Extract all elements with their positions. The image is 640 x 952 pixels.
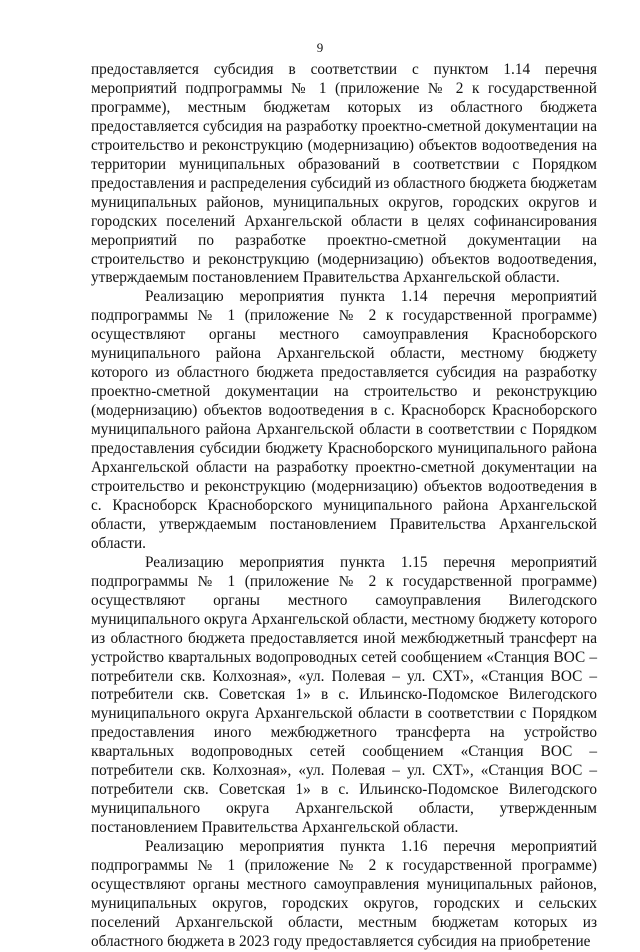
paragraph-continuation: предоставляется субсидия в соответствии с пунктом 1.14 перечня мероприятий подпрограммы № 1 (приложение № 2 к государственной программе), местным бюджетам которых из областного бюджета предоставляется субсидия на разработку проектно-сметной документации на строительство и реконструкцию (модернизацию) объектов водоотведения на территории муниципальных образований в соответствии с Порядком предоставления и распределения субсидий из областного бюджета бюджетам муниципальных районов, муниципальных округов, городских округов и городских поселений Архангельской области в целях софинансирования мероприятий по разработке проектно-сметной документации на строительство и реконструкцию (модернизацию) объектов водоотведения, утверждаемым постановлением Правительства Архангельской области. bbox=[91, 61, 597, 287]
page-number: 9 bbox=[316, 40, 324, 55]
body-text bbox=[91, 61, 597, 952]
paragraph-item-1-14: Реализацию мероприятия пункта 1.14 перечня мероприятий подпрограммы № 1 (приложение № 2 к государственной программе) осуществляют органы местного самоуправления Красноборского муниципального района Архангельской области, местному бюджету которого из областного бюджета предоставляется субсидия на разработку проектно-сметной документации на строительство и реконструкцию (модернизацию) объектов водоотведения в с. Красноборск Красноборского муниципального района Архангельской области в соответствии с Порядком предоставления субсидии бюджету Красноборского муниципального района Архангельской области на разработку проектно-сметной документации на строительство и реконструкцию (модернизацию) объектов водоотведения в с. Красноборск Красноборского муниципального района Архангельской области, утверждаемым постановлением Правительства Архангельской области. bbox=[91, 288, 597, 552]
paragraph-item-1-16: Реализацию мероприятия пункта 1.16 перечня мероприятий подпрограммы № 1 (приложение № 2 к государственной программе) осуществляют органы местного самоуправления муниципальных районов, муниципальных округов, городских округов, городских и сельских поселений Архангельской области, местным бюджетам которых из областного бюджета в 2023 году предоставляется субсидия на приобретение bbox=[91, 838, 597, 950]
paragraph-item-1-15: Реализацию мероприятия пункта 1.15 перечня мероприятий подпрограммы № 1 (приложение № 2 к государственной программе) осуществляют органы местного самоуправления Вилегодского муниципального округа Архангельской области, местному бюджету которого из областного бюджета предоставляется иной межбюджетный трансферт на устройство квартальных водопроводных сетей сообщением «Станция ВОС – потребители скв. Колхозная», «ул. Полевая – ул. СХТ», «Станция ВОС – потребители скв. Советская 1» в с. Ильинско-Подомское Вилегодского муниципального округа Архангельской области в соответствии с Порядком предоставления иного межбюджетного трансферта на устройство квартальных водопроводных сетей сообщением «Станция ВОС – потребители скв. Колхозная», «ул. Полевая – ул. СХТ», «Станция ВОС – потребители скв. Советская 1» в с. Ильинско-Подомское Вилегодского муниципального округа Архангельской области, утвержденным постановлением Правительства Архангельской области. bbox=[91, 553, 597, 837]
